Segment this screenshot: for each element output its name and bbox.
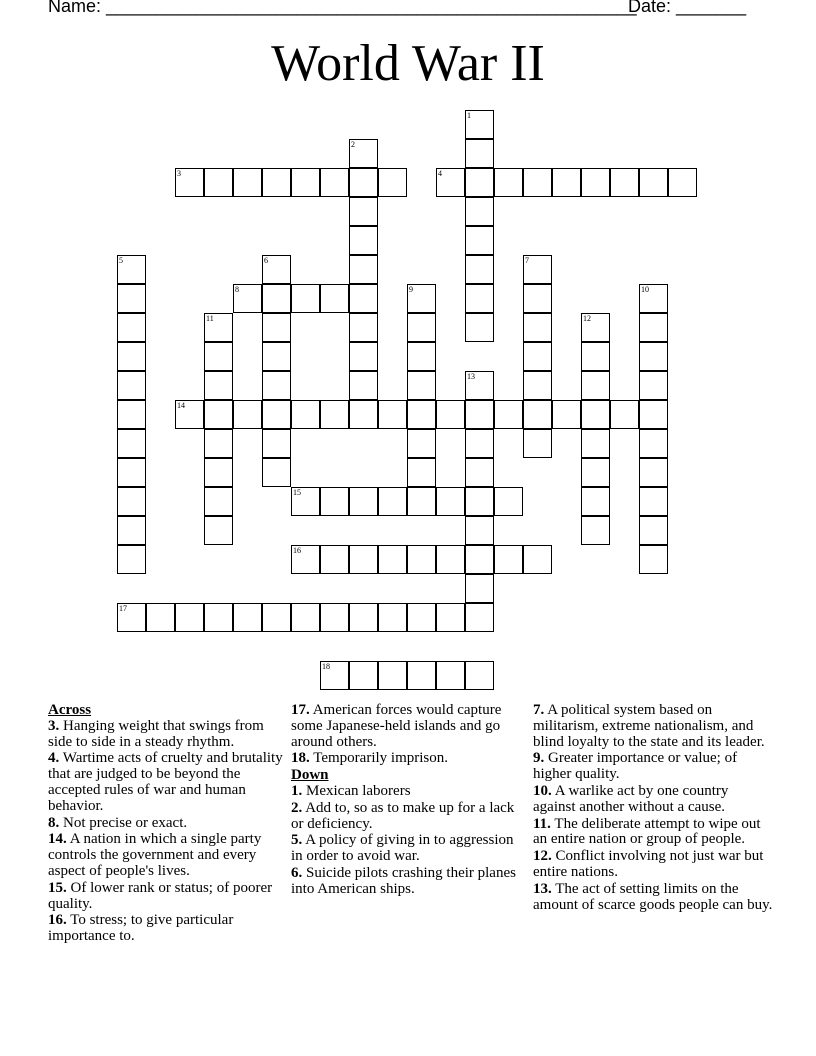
grid-cell[interactable] bbox=[465, 313, 494, 342]
grid-cell[interactable] bbox=[465, 110, 494, 139]
clue-number: 18 bbox=[322, 662, 330, 671]
grid-cell[interactable] bbox=[581, 458, 610, 487]
clue-item-number: 10. bbox=[533, 782, 552, 799]
clue-item-text: American forces would capture some Japanese-held islands and go around others. bbox=[291, 702, 502, 750]
grid-cell[interactable] bbox=[349, 284, 378, 313]
grid-cell[interactable] bbox=[639, 400, 668, 429]
clue-item bbox=[291, 866, 521, 898]
grid-cell[interactable] bbox=[349, 197, 378, 226]
grid-cell[interactable] bbox=[349, 487, 378, 516]
clue-item-number: 18. bbox=[291, 750, 310, 767]
grid-cell[interactable] bbox=[291, 487, 320, 516]
clue-item bbox=[48, 816, 284, 832]
grid-cell[interactable] bbox=[349, 226, 378, 255]
page-title: World War II bbox=[271, 35, 545, 92]
grid-cell[interactable] bbox=[494, 545, 523, 574]
grid-cell[interactable] bbox=[523, 371, 552, 400]
clue-item-number: 11. bbox=[533, 815, 551, 832]
grid-cell[interactable] bbox=[262, 400, 291, 429]
grid-cell[interactable] bbox=[407, 342, 436, 371]
grid-cell[interactable] bbox=[407, 661, 436, 690]
clue-item bbox=[48, 913, 284, 945]
grid-cell[interactable] bbox=[523, 342, 552, 371]
grid-cell[interactable] bbox=[523, 429, 552, 458]
grid-cell[interactable] bbox=[494, 168, 523, 197]
grid-cell[interactable] bbox=[465, 197, 494, 226]
clue-item bbox=[533, 703, 773, 750]
clue-item bbox=[291, 751, 521, 767]
grid-cell[interactable] bbox=[465, 516, 494, 545]
grid-cell[interactable] bbox=[465, 487, 494, 516]
grid-cell[interactable] bbox=[320, 400, 349, 429]
grid-cell[interactable] bbox=[465, 661, 494, 690]
clue-item-text: Temporarily imprison. bbox=[313, 750, 448, 767]
clue-item bbox=[48, 719, 284, 751]
grid-cell[interactable] bbox=[262, 603, 291, 632]
grid-cell[interactable] bbox=[204, 516, 233, 545]
clue-number: 16 bbox=[293, 546, 301, 555]
grid-cell[interactable] bbox=[523, 400, 552, 429]
clue-column-1 bbox=[48, 703, 284, 946]
grid-cell[interactable] bbox=[639, 371, 668, 400]
grid-cell[interactable] bbox=[204, 458, 233, 487]
clue-number: 8 bbox=[235, 285, 239, 294]
grid-cell[interactable] bbox=[204, 313, 233, 342]
clue-item-number: 14. bbox=[48, 831, 67, 848]
grid-cell[interactable] bbox=[117, 371, 146, 400]
clue-item-text: Hanging weight that swings from side to side in a steady rhythm. bbox=[48, 717, 264, 750]
grid-cell[interactable] bbox=[581, 313, 610, 342]
grid-cell[interactable] bbox=[494, 487, 523, 516]
clue-item bbox=[48, 881, 284, 913]
grid-cell[interactable] bbox=[291, 400, 320, 429]
grid-cell[interactable] bbox=[581, 168, 610, 197]
grid-cell[interactable] bbox=[436, 400, 465, 429]
grid-cell[interactable] bbox=[262, 342, 291, 371]
grid-cell[interactable] bbox=[581, 487, 610, 516]
grid-cell[interactable] bbox=[465, 284, 494, 313]
clue-item bbox=[291, 801, 521, 833]
clue-number: 14 bbox=[177, 401, 185, 410]
date-label: Date: bbox=[628, 0, 677, 16]
clue-item-text: Suicide pilots crashing their planes into American ships. bbox=[291, 864, 516, 897]
clue-item bbox=[533, 849, 773, 881]
clue-item-text: A political system based on militarism, extreme nationalism, and blind loyalty to the state and its leader. bbox=[533, 702, 765, 750]
grid-cell[interactable] bbox=[639, 284, 668, 313]
grid-cell[interactable] bbox=[465, 429, 494, 458]
grid-cell[interactable] bbox=[262, 429, 291, 458]
clue-item-number: 15. bbox=[48, 879, 67, 896]
clue-item bbox=[48, 832, 284, 879]
grid-cell[interactable] bbox=[262, 458, 291, 487]
grid-cell[interactable] bbox=[465, 545, 494, 574]
clue-number: 15 bbox=[293, 488, 301, 497]
grid-cell[interactable] bbox=[465, 168, 494, 197]
clue-number: 5 bbox=[119, 256, 123, 265]
grid-cell[interactable] bbox=[262, 255, 291, 284]
clue-item-text: A warlike act by one country against another without a cause. bbox=[533, 782, 729, 815]
grid-cell[interactable] bbox=[233, 284, 262, 313]
grid-cell[interactable] bbox=[436, 603, 465, 632]
clue-number: 13 bbox=[467, 372, 475, 381]
clue-item bbox=[533, 882, 773, 914]
clue-item-text: Mexican laborers bbox=[306, 782, 411, 799]
grid-cell[interactable] bbox=[639, 342, 668, 371]
grid-cell[interactable] bbox=[465, 574, 494, 603]
clue-number: 2 bbox=[351, 140, 355, 149]
clue-number: 1 bbox=[467, 111, 471, 120]
grid-cell[interactable] bbox=[349, 313, 378, 342]
clue-item-number: 4. bbox=[48, 750, 60, 767]
grid-cell[interactable] bbox=[639, 487, 668, 516]
grid-cell[interactable] bbox=[291, 603, 320, 632]
grid-cell[interactable] bbox=[320, 487, 349, 516]
grid-cell[interactable] bbox=[581, 371, 610, 400]
grid-cell[interactable] bbox=[465, 226, 494, 255]
grid-cell[interactable] bbox=[204, 400, 233, 429]
grid-cell[interactable] bbox=[407, 487, 436, 516]
grid-cell[interactable] bbox=[349, 371, 378, 400]
grid-cell[interactable] bbox=[523, 255, 552, 284]
grid-cell[interactable] bbox=[639, 313, 668, 342]
grid-cell[interactable] bbox=[378, 661, 407, 690]
grid-cell[interactable] bbox=[378, 487, 407, 516]
grid-cell[interactable] bbox=[349, 545, 378, 574]
grid-cell[interactable] bbox=[523, 313, 552, 342]
grid-cell[interactable] bbox=[407, 603, 436, 632]
clue-item-number: 17. bbox=[291, 702, 310, 718]
clue-number: 12 bbox=[583, 314, 591, 323]
clue-item-number: 9. bbox=[533, 750, 545, 767]
grid-cell[interactable] bbox=[378, 545, 407, 574]
clue-number: 7 bbox=[525, 256, 529, 265]
grid-cell[interactable] bbox=[378, 400, 407, 429]
grid-cell[interactable] bbox=[436, 487, 465, 516]
grid-cell[interactable] bbox=[465, 458, 494, 487]
clue-item-number: 3. bbox=[48, 717, 60, 734]
grid-cell[interactable] bbox=[581, 429, 610, 458]
grid-cell[interactable] bbox=[407, 458, 436, 487]
grid-cell[interactable] bbox=[407, 429, 436, 458]
grid-cell[interactable] bbox=[465, 371, 494, 400]
grid-cell[interactable] bbox=[378, 168, 407, 197]
grid-cell[interactable] bbox=[407, 371, 436, 400]
clue-item-number: 5. bbox=[291, 832, 303, 849]
grid-cell[interactable] bbox=[639, 168, 668, 197]
grid-cell[interactable] bbox=[175, 603, 204, 632]
date-line[interactable]: _______ bbox=[676, 0, 747, 16]
clue-item-text: Greater importance or value; of higher quality. bbox=[533, 750, 738, 783]
grid-cell[interactable] bbox=[117, 516, 146, 545]
clue-item-text: The deliberate attempt to wipe out an entire nation or group of people. bbox=[533, 815, 761, 848]
grid-cell[interactable] bbox=[465, 400, 494, 429]
grid-cell[interactable] bbox=[320, 545, 349, 574]
grid-cell[interactable] bbox=[552, 168, 581, 197]
clue-item-number: 7. bbox=[533, 702, 545, 718]
grid-cell[interactable] bbox=[436, 545, 465, 574]
clue-item-text: Not precise or exact. bbox=[63, 814, 188, 831]
clue-item bbox=[48, 751, 284, 814]
grid-cell[interactable] bbox=[291, 284, 320, 313]
clue-item-text: Wartime acts of cruelty and brutality that are judged to be beyond the accepted rules of war and human behavior. bbox=[48, 750, 283, 814]
grid-cell[interactable] bbox=[349, 168, 378, 197]
grid-cell[interactable] bbox=[204, 342, 233, 371]
clue-column-3 bbox=[533, 703, 773, 914]
clue-item-number: 13. bbox=[533, 880, 552, 897]
grid-cell[interactable] bbox=[204, 603, 233, 632]
down-heading: Down bbox=[291, 767, 329, 784]
grid-cell[interactable] bbox=[262, 313, 291, 342]
grid-cell[interactable] bbox=[639, 458, 668, 487]
grid-cell[interactable] bbox=[291, 545, 320, 574]
grid-cell[interactable] bbox=[552, 400, 581, 429]
grid-cell[interactable] bbox=[378, 603, 407, 632]
clue-number: 3 bbox=[177, 169, 181, 178]
clue-item bbox=[533, 817, 773, 849]
grid-cell[interactable] bbox=[639, 429, 668, 458]
clue-number: 17 bbox=[119, 604, 127, 613]
grid-cell[interactable] bbox=[233, 400, 262, 429]
grid-cell[interactable] bbox=[175, 168, 204, 197]
grid-cell[interactable] bbox=[117, 342, 146, 371]
grid-cell[interactable] bbox=[436, 168, 465, 197]
grid-cell[interactable] bbox=[146, 603, 175, 632]
grid-cell[interactable] bbox=[436, 661, 465, 690]
grid-cell[interactable] bbox=[204, 429, 233, 458]
name-line[interactable]: _____________________________________________________ bbox=[106, 0, 637, 16]
grid-cell[interactable] bbox=[581, 516, 610, 545]
grid-cell[interactable] bbox=[349, 255, 378, 284]
grid-cell[interactable] bbox=[349, 603, 378, 632]
grid-cell[interactable] bbox=[465, 603, 494, 632]
clue-item-text: The act of setting limits on the amount of scarce goods people can buy. bbox=[533, 880, 773, 913]
grid-cell[interactable] bbox=[262, 284, 291, 313]
grid-cell[interactable] bbox=[117, 603, 146, 632]
grid-cell[interactable] bbox=[291, 168, 320, 197]
clue-item-text: Conflict involving not just war but entire nations. bbox=[533, 848, 764, 880]
grid-cell[interactable] bbox=[233, 168, 262, 197]
grid-cell[interactable] bbox=[320, 168, 349, 197]
grid-cell[interactable] bbox=[407, 313, 436, 342]
clue-item bbox=[533, 784, 773, 816]
grid-cell[interactable] bbox=[407, 400, 436, 429]
name-label: Name: bbox=[48, 0, 107, 16]
clue-item-number: 8. bbox=[48, 814, 60, 831]
grid-cell[interactable] bbox=[320, 661, 349, 690]
grid-cell[interactable] bbox=[320, 603, 349, 632]
grid-cell[interactable] bbox=[639, 516, 668, 545]
clue-number: 4 bbox=[438, 169, 442, 178]
across-heading: Across bbox=[48, 702, 92, 718]
clue-item-number: 2. bbox=[291, 799, 303, 816]
grid-cell[interactable] bbox=[117, 429, 146, 458]
grid-cell[interactable] bbox=[610, 168, 639, 197]
grid-cell[interactable] bbox=[349, 342, 378, 371]
clue-item bbox=[533, 751, 773, 783]
grid-cell[interactable] bbox=[407, 545, 436, 574]
grid-cell[interactable] bbox=[523, 545, 552, 574]
grid-cell[interactable] bbox=[581, 400, 610, 429]
grid-cell[interactable] bbox=[117, 313, 146, 342]
grid-cell[interactable] bbox=[204, 371, 233, 400]
clue-item-text: Add to, so as to make up for a lack or deficiency. bbox=[291, 799, 515, 832]
grid-cell[interactable] bbox=[349, 661, 378, 690]
clue-item-text: A policy of giving in to aggression in order to avoid war. bbox=[291, 832, 514, 865]
grid-cell[interactable] bbox=[117, 545, 146, 574]
grid-cell[interactable] bbox=[610, 400, 639, 429]
clue-item-text: To stress; to give particular importance to. bbox=[48, 912, 234, 945]
grid-cell[interactable] bbox=[581, 342, 610, 371]
clue-number: 9 bbox=[409, 285, 413, 294]
grid-cell[interactable] bbox=[407, 284, 436, 313]
clue-item-text: A nation in which a single party controls the government and every aspect of people's lives. bbox=[48, 831, 262, 879]
grid-cell[interactable] bbox=[494, 400, 523, 429]
grid-cell[interactable] bbox=[320, 284, 349, 313]
clue-item-text: Of lower rank or status; of poorer quality. bbox=[48, 879, 273, 912]
grid-cell[interactable] bbox=[117, 400, 146, 429]
grid-cell[interactable] bbox=[117, 284, 146, 313]
grid-cell[interactable] bbox=[117, 487, 146, 516]
grid-cell[interactable] bbox=[523, 168, 552, 197]
clue-item bbox=[291, 833, 521, 865]
grid-cell[interactable] bbox=[523, 284, 552, 313]
grid-cell[interactable] bbox=[204, 168, 233, 197]
clue-item bbox=[291, 703, 521, 750]
grid-cell[interactable] bbox=[262, 168, 291, 197]
grid-cell[interactable] bbox=[349, 139, 378, 168]
grid-cell[interactable] bbox=[668, 168, 697, 197]
grid-cell[interactable] bbox=[175, 400, 204, 429]
grid-cell[interactable] bbox=[262, 371, 291, 400]
grid-cell[interactable] bbox=[639, 545, 668, 574]
clue-item-number: 6. bbox=[291, 864, 303, 881]
clue-item-number: 12. bbox=[533, 848, 552, 865]
clue-number: 10 bbox=[641, 285, 649, 294]
clue-number: 11 bbox=[206, 314, 214, 323]
clue-item-number: 16. bbox=[48, 912, 67, 929]
clue-item bbox=[291, 784, 521, 800]
grid-cell[interactable] bbox=[465, 255, 494, 284]
grid-cell[interactable] bbox=[233, 603, 262, 632]
grid-cell[interactable] bbox=[204, 487, 233, 516]
grid-cell[interactable] bbox=[117, 458, 146, 487]
clue-column-2 bbox=[291, 703, 521, 899]
grid-cell[interactable] bbox=[465, 139, 494, 168]
grid-cell[interactable] bbox=[349, 400, 378, 429]
clue-number: 6 bbox=[264, 256, 268, 265]
clue-item-number: 1. bbox=[291, 782, 303, 799]
grid-cell[interactable] bbox=[117, 255, 146, 284]
